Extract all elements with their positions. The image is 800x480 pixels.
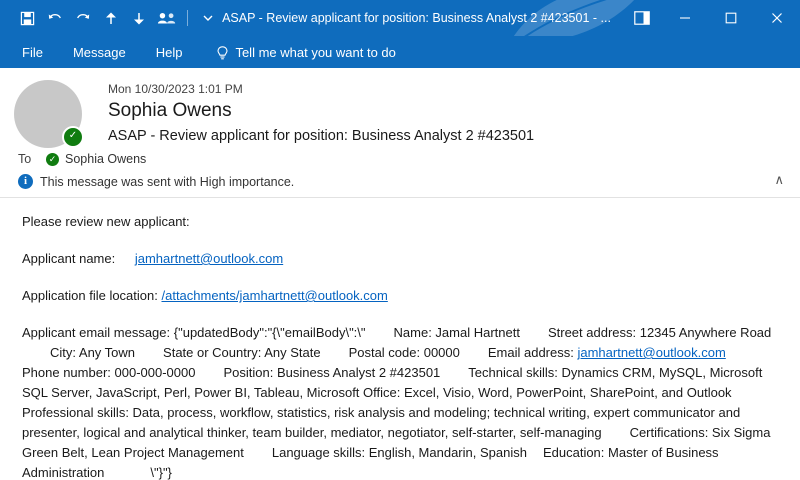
applicant-full-name: Name: Jamal Hartnett: [393, 325, 520, 340]
position: Position: Business Analyst 2 #423501: [223, 365, 441, 380]
close-button[interactable]: [754, 0, 800, 36]
move-up-icon-glyph: [104, 11, 118, 26]
applicant-email-link[interactable]: jamhartnett@outlook.com: [577, 345, 726, 360]
file-location-link[interactable]: /attachments/jamhartnett@outlook.com: [161, 288, 388, 303]
certifications: Certifications: Six Sigma Green Belt, Lean Project Management: [22, 425, 771, 460]
presence-available-icon: ✓: [62, 126, 84, 148]
body-file-location-line: [22, 286, 782, 305]
message-body: [0, 198, 800, 480]
high-importance-notice: [0, 166, 800, 198]
toolbar-separator: [187, 10, 188, 26]
postal-code: Postal code: 00000: [348, 345, 460, 360]
chevron-down-icon: [203, 14, 213, 22]
minimize-button[interactable]: [662, 0, 708, 36]
quick-access-toolbar: [0, 5, 221, 31]
move-up-icon[interactable]: [98, 5, 124, 31]
save-icon[interactable]: [14, 5, 40, 31]
move-down-icon-glyph: [132, 11, 146, 26]
recipient-name[interactable]: Sophia Owens: [65, 152, 147, 166]
json-suffix: \"}"}: [150, 465, 172, 480]
lightbulb-icon-glyph: [216, 46, 229, 60]
menu-bar: [0, 36, 800, 68]
message-date: Mon 10/30/2023 1:01 PM: [108, 82, 243, 96]
technical-skills-value: Dynamics CRM, MySQL, Microsoft SQL Server, JavaScript, Perl, Power BI, Tableau, Microsoft Office: Excel, Visio, Word, PowerPoint, SharePoint, and Outlook: [22, 365, 763, 400]
education: Education: Master of Business Administration: [22, 445, 719, 480]
body-applicant-name-line: [22, 249, 782, 268]
customize-quick-access-toolbar-icon[interactable]: [195, 5, 221, 31]
title-bar: [0, 0, 800, 36]
window-title: ASAP - Review applicant for position: Business Analyst 2 #423501 - ...: [222, 11, 611, 25]
people-icon-glyph: [157, 11, 177, 25]
recipients-row: [18, 152, 782, 166]
minimize-icon: [679, 12, 691, 24]
reading-pane: [0, 68, 800, 480]
message-header: [0, 68, 800, 166]
collapse-header-icon[interactable]: ∧: [774, 172, 784, 187]
save-icon-glyph: [20, 11, 35, 26]
technical-skills-label: Technical skills:: [468, 365, 558, 380]
maximize-icon: [725, 12, 737, 24]
language-skills: Language skills: English, Mandarin, Spanish: [271, 445, 527, 460]
ribbon-display-options-icon[interactable]: [622, 0, 662, 36]
maximize-button[interactable]: [708, 0, 754, 36]
professional-skills: Professional skills: Data, process, workflow, statistics, risk analysis and modeling; technical writing, expert communicator and presenter, logical and analytical thinker, team builder, mediator, negotiator, self-starter, self-managing: [22, 405, 741, 440]
message-subject: ASAP - Review applicant for position: Business Analyst 2 #423501: [108, 128, 535, 144]
applicant-name-label: Applicant name:: [22, 251, 116, 266]
applicant-name-link[interactable]: jamhartnett@outlook.com: [134, 251, 284, 266]
email-message-label: Applicant email message:: [22, 325, 171, 340]
close-icon: [771, 12, 783, 24]
body-email-message-block: [22, 323, 782, 480]
sender-name: Sophia Owens: [108, 100, 232, 121]
state-or-country: State or Country: Any State: [163, 345, 321, 360]
street-address: Street address: 12345 Anywhere Road: [547, 325, 772, 340]
menu-item-file[interactable]: File: [22, 44, 43, 60]
tell-me-label: Tell me what you want to do: [235, 44, 396, 60]
phone-number: Phone number: 000-000-0000: [22, 365, 196, 380]
redo-icon[interactable]: [70, 5, 96, 31]
move-down-icon[interactable]: [126, 5, 152, 31]
to-label: To: [18, 152, 32, 166]
city: City: Any Town: [50, 345, 136, 360]
info-icon: i: [18, 174, 33, 189]
avatar: [14, 80, 82, 148]
menu-item-help[interactable]: Help: [155, 44, 183, 60]
body-intro: Please review new applicant:: [22, 214, 190, 229]
tell-me-search-box[interactable]: [216, 45, 395, 60]
redo-icon-glyph: [75, 11, 91, 25]
ribbon-display-options-glyph: [634, 11, 650, 25]
menu-item-message[interactable]: Message: [72, 44, 126, 60]
high-importance-text: This message was sent with High importance.: [40, 174, 295, 189]
window-controls: [622, 0, 800, 36]
lightbulb-icon: [216, 46, 229, 59]
people-icon[interactable]: [154, 5, 180, 31]
undo-icon-glyph: [47, 11, 63, 25]
file-location-label: Application file location:: [22, 288, 158, 303]
recipient-presence-icon: ✓: [46, 153, 59, 166]
email-address-label: Email address:: [487, 345, 574, 360]
json-prefix: {"updatedBody":"{\"emailBody\":\": [173, 325, 366, 340]
undo-icon[interactable]: [42, 5, 68, 31]
